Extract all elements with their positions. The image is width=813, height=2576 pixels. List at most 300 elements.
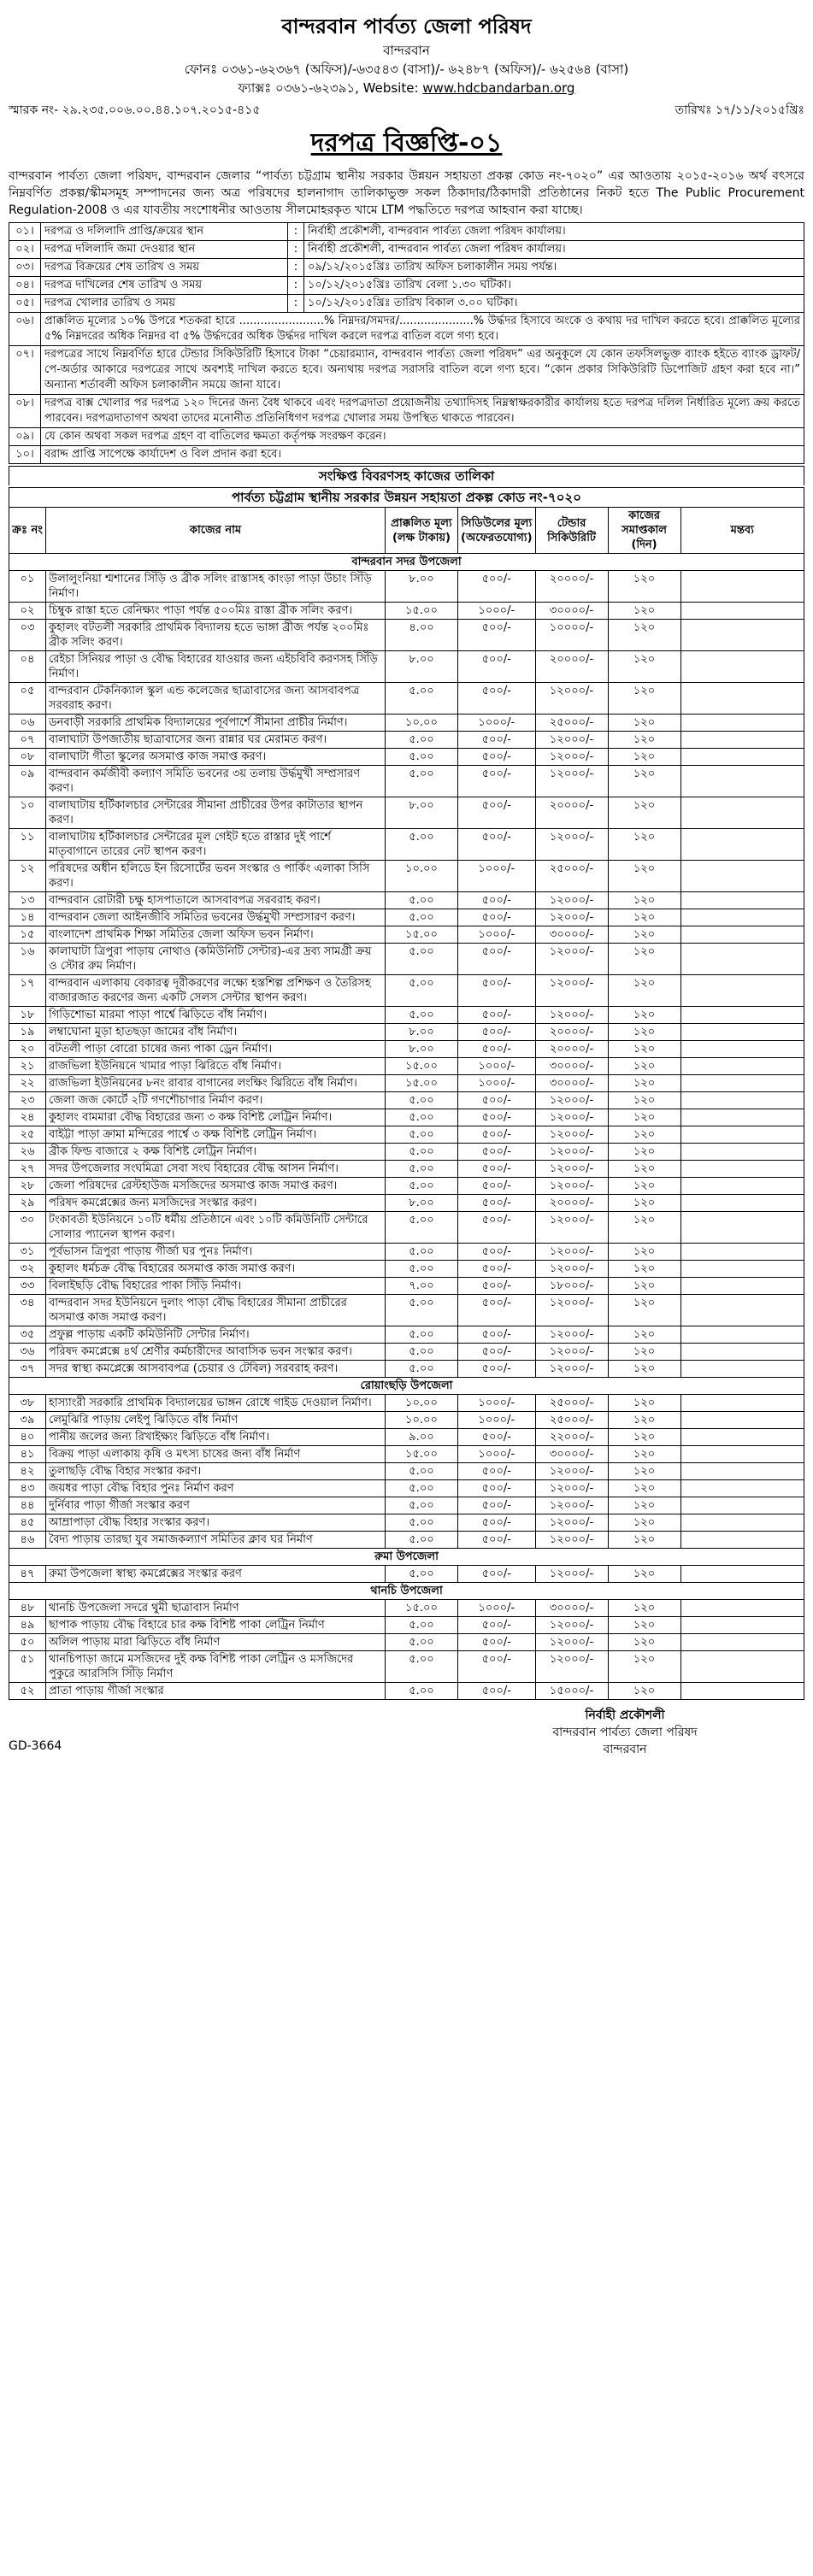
schedule-price: ৫০০/-	[458, 975, 536, 1007]
info-text: বরাদ্দ প্রাপ্তি সাপেক্ষে কার্যাদেশ ও বিল প্রদান করা হবে।	[41, 446, 804, 464]
completion-days: ১২০	[608, 1161, 680, 1178]
serial-number: ১৬	[9, 944, 46, 975]
estimated-cost: ১০.০০	[386, 861, 458, 892]
schedule-price: ৫০০/-	[458, 1480, 536, 1497]
completion-days: ১২০	[608, 975, 680, 1007]
schedule-price: ১০০০/-	[458, 603, 536, 620]
list-subtitle: পার্বত্য চট্টগ্রাম স্থানীয় সরকার উন্নয়ন সহায়তা প্রকল্প কোড নং-৭০২০	[9, 487, 804, 507]
estimated-cost: ৮.০০	[386, 651, 458, 683]
work-name: পানীয় জলের জন্য রিখাইক্ষ্যং ঝিড়িতে বাঁধ নির্মাণ।	[46, 1429, 386, 1446]
work-name: বৈদ্য পাড়ায় তারছা যুব সমাজকল্যাণ সমিতির ক্লাব ঘর নির্মাণ	[46, 1532, 386, 1549]
serial-number: ১৩	[9, 892, 46, 909]
completion-days: ১২০	[608, 1212, 680, 1244]
tender-security: ১২০০০/-	[535, 1634, 608, 1651]
tender-security: ১৫০০০/-	[535, 1683, 608, 1700]
tender-security: ২০০০০/-	[535, 1195, 608, 1212]
table-row	[9, 683, 804, 715]
remarks	[680, 651, 804, 683]
table-row	[9, 1683, 804, 1700]
table-row	[9, 1446, 804, 1463]
info-number: ১০।	[9, 446, 41, 464]
table-row	[9, 715, 804, 732]
estimated-cost: ৫.০০	[386, 1144, 458, 1161]
completion-days: ১২০	[608, 1326, 680, 1344]
notice-title: দরপত্র বিজ্ঞপ্তি-০১	[310, 128, 503, 158]
column-header: প্রাক্কলিত মূল্য (লক্ষ টাকায়)	[386, 508, 458, 554]
completion-days: ১২০	[608, 1480, 680, 1497]
completion-days: ১২০	[608, 1075, 680, 1092]
completion-days: ১২০	[608, 1634, 680, 1651]
table-row	[9, 1126, 804, 1144]
completion-days: ১২০	[608, 651, 680, 683]
completion-days: ১২০	[608, 603, 680, 620]
section-name: রোয়াংছড়ি উপজেলা	[9, 1378, 804, 1395]
schedule-price: ৫০০/-	[458, 944, 536, 975]
completion-days: ১২০	[608, 1041, 680, 1058]
tender-security: ১২০০০/-	[535, 1326, 608, 1344]
section-row	[9, 1549, 804, 1566]
remarks	[680, 715, 804, 732]
section-row	[9, 1378, 804, 1395]
schedule-price: ৫০০/-	[458, 1212, 536, 1244]
tender-security: ১২০০০/-	[535, 1092, 608, 1109]
table-row	[9, 1278, 804, 1295]
serial-number: ৩৬	[9, 1344, 46, 1361]
footer	[9, 1707, 804, 1775]
completion-days: ১২০	[608, 732, 680, 749]
estimated-cost: ৫.০০	[386, 1480, 458, 1497]
tender-security: ১২০০০/-	[535, 1361, 608, 1378]
estimated-cost: ১০.০০	[386, 715, 458, 732]
tender-security: ১২০০০/-	[535, 975, 608, 1007]
remarks	[680, 1144, 804, 1161]
remarks	[680, 1041, 804, 1058]
tender-security: ২২০০০/-	[535, 1429, 608, 1446]
schedule-price: ৫০০/-	[458, 1344, 536, 1361]
gd-number: GD-3664	[9, 1739, 62, 1753]
schedule-price: ১০০০/-	[458, 1058, 536, 1075]
schedule-price: ৫০০/-	[458, 1295, 536, 1326]
estimated-cost: ৫.০০	[386, 1295, 458, 1326]
tender-security: ১২০০০/-	[535, 1161, 608, 1178]
completion-days: ১২০	[608, 1126, 680, 1144]
remarks	[680, 944, 804, 975]
work-name: কুহালং বটতলী সরকারি প্রাথমিক বিদ্যালয় হতে ভাঙ্গা ব্রীজ পর্যন্ত ২০০মিঃ ব্রীক সলিং করণ।	[46, 620, 386, 651]
table-row	[9, 1651, 804, 1683]
serial-number: ১০	[9, 797, 46, 829]
schedule-price: ৫০০/-	[458, 1244, 536, 1261]
estimated-cost: ৫.০০	[386, 1683, 458, 1700]
info-value: নির্বাহী প্রকৌশলী, বান্দরবান পার্বত্য জেলা পরিষদ কার্যালয়।	[304, 241, 804, 259]
tender-security: ৩০০০০/-	[535, 1075, 608, 1092]
table-row	[9, 1178, 804, 1195]
tender-security: ১২০০০/-	[535, 1144, 608, 1161]
fax-text: ফ্যাক্সঃ ০৩৬১-৬২৩৯১, Website:	[238, 80, 423, 96]
info-value: ১০/১২/২০১৫খ্রিঃ তারিখ বিকাল ৩.০০ ঘটিকা।	[304, 295, 804, 313]
tender-security: ৩০০০০/-	[535, 603, 608, 620]
remarks	[680, 1109, 804, 1126]
tender-security: ১২০০০/-	[535, 1261, 608, 1278]
estimated-cost: ৫.০০	[386, 1109, 458, 1126]
tender-security: ২৫০০০/-	[535, 1395, 608, 1412]
remarks	[680, 1024, 804, 1041]
remarks	[680, 1178, 804, 1195]
serial-number: ২০	[9, 1041, 46, 1058]
work-name: লম্বাঘোনা মুড়া হাতছড়া জামের বাঁধ নির্মাণ।	[46, 1024, 386, 1041]
remarks	[680, 1244, 804, 1261]
tender-security: ১২০০০/-	[535, 1295, 608, 1326]
estimated-cost: ৫.০০	[386, 1244, 458, 1261]
estimated-cost: ১০.০০	[386, 1395, 458, 1412]
work-name: রুমা উপজেলা স্বাস্থ্য কমপ্লেক্সের সংস্কার করণ	[46, 1566, 386, 1583]
remarks	[680, 1600, 804, 1617]
remarks	[680, 1344, 804, 1361]
estimated-cost: ৫.০০	[386, 829, 458, 861]
tender-security: ১২০০০/-	[535, 1617, 608, 1634]
remarks	[680, 571, 804, 603]
schedule-price: ৫০০/-	[458, 1566, 536, 1583]
completion-days: ১২০	[608, 1058, 680, 1075]
estimated-cost: ৮.০০	[386, 797, 458, 829]
estimated-cost: ৫.০০	[386, 1566, 458, 1583]
remarks	[680, 926, 804, 944]
table-row	[9, 1600, 804, 1617]
estimated-cost: ৫.০০	[386, 1463, 458, 1480]
estimated-cost: ৫.০০	[386, 1532, 458, 1549]
signature-line1: বান্দরবান পার্বত্য জেলা পরিষদ	[552, 1726, 698, 1739]
remarks	[680, 749, 804, 766]
schedule-price: ৫০০/-	[458, 829, 536, 861]
table-row	[9, 651, 804, 683]
schedule-price: ১০০০/-	[458, 1446, 536, 1463]
estimated-cost: ৫.০০	[386, 1161, 458, 1178]
info-row	[9, 395, 804, 428]
tender-security: ১২০০০/-	[535, 1109, 608, 1126]
table-row	[9, 749, 804, 766]
work-name: উলালুংনিয়া শ্মশানের সিঁড়ি ও ব্রীক সলিং রাস্তাসহ কাংড়া পাড়া উচাং সিঁড়ি নির্মাণ।	[46, 571, 386, 603]
tender-security: ৩০০০০/-	[535, 1446, 608, 1463]
table-row	[9, 620, 804, 651]
remarks	[680, 909, 804, 926]
tender-security: ১২০০০/-	[535, 1007, 608, 1024]
serial-number: ৪৫	[9, 1514, 46, 1532]
estimated-cost: ৫.০০	[386, 1212, 458, 1244]
remarks	[680, 892, 804, 909]
website-link[interactable]: www.hdcbandarban.org	[422, 80, 575, 96]
info-label: দরপত্র বিক্রয়ের শেষ তারিখ ও সময়	[41, 259, 288, 277]
serial-number: ৪৯	[9, 1617, 46, 1634]
serial-number: ০৮	[9, 749, 46, 766]
table-row	[9, 1261, 804, 1278]
completion-days: ১২০	[608, 620, 680, 651]
estimated-cost: ৫.০০	[386, 1126, 458, 1144]
remarks	[680, 1651, 804, 1683]
estimated-cost: ৫.০০	[386, 749, 458, 766]
remarks	[680, 1361, 804, 1378]
completion-days: ১২০	[608, 797, 680, 829]
table-row	[9, 1007, 804, 1024]
info-row	[9, 259, 804, 277]
info-number: ০৪।	[9, 277, 41, 295]
work-name: পূর্বভাসন ত্রিপুরা পাড়ায় গীর্জা ঘর পুনঃ নির্মাণ।	[46, 1244, 386, 1261]
tender-security: ১২০০০/-	[535, 1463, 608, 1480]
tender-security: ১২০০০/-	[535, 1532, 608, 1549]
remarks	[680, 1634, 804, 1651]
work-name: কুহালং বামমারা বৌদ্ধ বিহারের জন্য ৩ কক্ষ বিশিষ্ট লেট্রিন নির্মাণ।	[46, 1109, 386, 1126]
table-row	[9, 1058, 804, 1075]
table-row	[9, 1075, 804, 1092]
work-name: জয়ধর পাড়া বৌদ্ধ বিহার পুনঃ নির্মাণ করণ	[46, 1480, 386, 1497]
tender-security: ১২০০০/-	[535, 732, 608, 749]
remarks	[680, 1075, 804, 1092]
completion-days: ১২০	[608, 829, 680, 861]
serial-number: ০৩	[9, 620, 46, 651]
list-title: সংক্ষিপ্ত বিবরণসহ কাজের তালিকা	[9, 466, 804, 485]
tender-security: ২০০০০/-	[535, 1041, 608, 1058]
completion-days: ১২০	[608, 1195, 680, 1212]
serial-number: ১১	[9, 829, 46, 861]
work-name: বাইট্টা পাড়া ক্রামা মন্দিরের পার্শ্বে ৩ কক্ষ বিশিষ্ট লেট্রিন নির্মাণ।	[46, 1126, 386, 1144]
info-number: ০২।	[9, 241, 41, 259]
table-row	[9, 1244, 804, 1261]
remarks	[680, 1212, 804, 1244]
column-header: কাজের নাম	[46, 508, 386, 554]
tender-security: ১২০০০/-	[535, 1344, 608, 1361]
table-row	[9, 829, 804, 861]
serial-number: ২৯	[9, 1195, 46, 1212]
serial-number: ৫১	[9, 1651, 46, 1683]
completion-days: ১২০	[608, 1446, 680, 1463]
table-row	[9, 1195, 804, 1212]
schedule-price: ১০০০/-	[458, 1075, 536, 1092]
remarks	[680, 1092, 804, 1109]
estimated-cost: ৭.০০	[386, 1278, 458, 1295]
completion-days: ১২০	[608, 1497, 680, 1514]
table-row	[9, 766, 804, 797]
work-name: আম্রাপাড়া বৌদ্ধ বিহার সংস্কার করণ।	[46, 1514, 386, 1532]
table-row	[9, 603, 804, 620]
estimated-cost: ৫.০০	[386, 1634, 458, 1651]
tender-security: ২৫০০০/-	[535, 1412, 608, 1429]
table-row	[9, 1395, 804, 1412]
info-value: ১০/১২/২০১৫খ্রিঃ তারিখ বেলা ১.৩০ ঘটিকা।	[304, 277, 804, 295]
completion-days: ১২০	[608, 766, 680, 797]
remarks	[680, 1007, 804, 1024]
table-row	[9, 861, 804, 892]
schedule-price: ১০০০/-	[458, 1412, 536, 1429]
info-label: দরপত্র ও দলিলাদি প্রাপ্তি/ক্রয়ের স্থান	[41, 223, 288, 241]
table-row	[9, 1497, 804, 1514]
remarks	[680, 620, 804, 651]
serial-number: ৩৩	[9, 1278, 46, 1295]
work-name: বান্দরবান রোটারী চক্ষু হাসপাতালে আসবাবপত্র সরবরাহ করণ।	[46, 892, 386, 909]
work-name: বিলাইছড়ি বৌদ্ধ বিহারের পাকা সিঁড়ি নির্মাণ।	[46, 1278, 386, 1295]
schedule-price: ৫০০/-	[458, 1683, 536, 1700]
schedule-price: ১০০০/-	[458, 1395, 536, 1412]
serial-number: ২৮	[9, 1178, 46, 1195]
tender-security: ১২০০০/-	[535, 1178, 608, 1195]
schedule-price: ৫০০/-	[458, 1429, 536, 1446]
schedule-price: ৫০০/-	[458, 1651, 536, 1683]
estimated-cost: ৫.০০	[386, 1514, 458, 1532]
remarks	[680, 797, 804, 829]
fax-website-line	[9, 79, 804, 97]
completion-days: ১২০	[608, 1566, 680, 1583]
schedule-price: ৫০০/-	[458, 1361, 536, 1378]
work-name: বালাঘাটায় হর্টিকালচার সেন্টারের সীমানা প্রাচীরের উপর কাটাতার স্থাপন করণ।	[46, 797, 386, 829]
estimated-cost: ৫.০০	[386, 1178, 458, 1195]
signature-line2: বান্দরবান	[603, 1743, 647, 1756]
tender-security: ৩০০০০/-	[535, 926, 608, 944]
column-header: কাজের সমাপ্তকাল (দিন)	[608, 508, 680, 554]
schedule-price: ৫০০/-	[458, 1261, 536, 1278]
estimated-cost: ১৫.০০	[386, 1446, 458, 1463]
remarks	[680, 1497, 804, 1514]
remarks	[680, 1412, 804, 1429]
completion-days: ১২০	[608, 715, 680, 732]
column-header: টেন্ডার সিকিউরিটি	[535, 508, 608, 554]
estimated-cost: ১৫.০০	[386, 1075, 458, 1092]
table-row	[9, 732, 804, 749]
serial-number: ০২	[9, 603, 46, 620]
column-header: মন্তব্য	[680, 508, 804, 554]
completion-days: ১২০	[608, 1244, 680, 1261]
work-name: বান্দরবান টেকনিক্যাল স্কুল এন্ড কলেজের ছাত্রাবাসের জন্য আসবাবপত্র সরবরাহ করণ।	[46, 683, 386, 715]
serial-number: ৩২	[9, 1261, 46, 1278]
serial-number: ২৩	[9, 1092, 46, 1109]
estimated-cost: ৫.০০	[386, 1344, 458, 1361]
work-name: থানচিপাড়া জামে মসজিদের দুই কক্ষ বিশিষ্ট পাকা লেট্রিন ও মসজিদের পুকুরে আরসিসি সিঁড়ি নির্মাণ	[46, 1651, 386, 1683]
table-row	[9, 1161, 804, 1178]
org-place: বান্দরবান	[383, 43, 430, 58]
info-number: ০৯।	[9, 428, 41, 446]
remarks	[680, 1463, 804, 1480]
estimated-cost: ৮.০০	[386, 571, 458, 603]
schedule-price: ১০০০/-	[458, 1600, 536, 1617]
work-name: ছাপাক পাড়ায় বৌদ্ধ বিহারে চার কক্ষ বিশিষ্ট পাকা লেট্রিন নির্মাণ	[46, 1617, 386, 1634]
work-name: গিড়িশোভা মারমা পাড়া পার্শ্বে ঝিড়িতে বাঁধ নির্মাণ।	[46, 1007, 386, 1024]
table-row	[9, 1041, 804, 1058]
works-table	[9, 507, 804, 1700]
signature-block	[497, 1707, 753, 1758]
schedule-price: ৫০০/-	[458, 1532, 536, 1549]
serial-number: ১৭	[9, 975, 46, 1007]
work-name: বালাঘাটা গীতা স্কুলের অসমাপ্ত কাজ সমাপ্ত করণ।	[46, 749, 386, 766]
estimated-cost: ৫.০০	[386, 892, 458, 909]
info-text: প্রাক্কলিত মূল্যের ১০% উপরে শতকরা হারে ........................% নিম্নদর/সমদর/.....................% উর্দ্ধদর হিসাবে অংকে ও কথায় দর দাখিল করতে হবে। প্রাক্কলিত মূল্যের ৫% নিম্নদরের অধিক নিম্নদর বা ৫% উর্দ্ধদরের অধিক উর্দ্ধদর দাখিল করলে দরপত্র বাতিল বলে গণ্য হবে।	[41, 313, 804, 346]
serial-number: ১৯	[9, 1024, 46, 1041]
completion-days: ১২০	[608, 749, 680, 766]
work-name: রাজভিলা ইউনিয়নের ৮নং রাবার বাগানের লংক্ষিং ঝিরিতে বাঁধ নির্মাণ।	[46, 1075, 386, 1092]
table-row	[9, 1480, 804, 1497]
remarks	[680, 1261, 804, 1278]
schedule-price: ১০০০/-	[458, 861, 536, 892]
table-row	[9, 1463, 804, 1480]
estimated-cost: ১৫.০০	[386, 1058, 458, 1075]
completion-days: ১২০	[608, 571, 680, 603]
remarks	[680, 1514, 804, 1532]
estimated-cost: ৫.০০	[386, 944, 458, 975]
remarks	[680, 1278, 804, 1295]
tender-security: ২০০০০/-	[535, 797, 608, 829]
completion-days: ১২০	[608, 1463, 680, 1480]
section-name: রুমা উপজেলা	[9, 1549, 804, 1566]
serial-number: ০৪	[9, 651, 46, 683]
estimated-cost: ৮.০০	[386, 1024, 458, 1041]
estimated-cost: ৫.০০	[386, 1007, 458, 1024]
remarks	[680, 829, 804, 861]
tender-security: ১০০০০/-	[535, 620, 608, 651]
schedule-price: ৫০০/-	[458, 1514, 536, 1532]
table-row	[9, 1361, 804, 1378]
remarks	[680, 861, 804, 892]
info-colon: :	[288, 259, 304, 277]
table-row	[9, 1344, 804, 1361]
work-name: সদর স্বাস্থ্য কমপ্লেক্সে আসবাবপত্র (চেয়ার ও টেবিল) সরবরাহ করণ।	[46, 1361, 386, 1378]
remarks	[680, 732, 804, 749]
schedule-price: ৫০০/-	[458, 1109, 536, 1126]
work-name: টংকাবতী ইউনিয়নে ১০টি ধর্মীয় প্রতিষ্ঠানে এবং ১০টি কমিউনিটি সেন্টারে সোলার প্যানেল স্থাপন করণ।	[46, 1212, 386, 1244]
serial-number: ৩৮	[9, 1395, 46, 1412]
table-row	[9, 892, 804, 909]
info-row	[9, 241, 804, 259]
tender-security: ১২০০০/-	[535, 944, 608, 975]
tender-security: ১২০০০/-	[535, 1212, 608, 1244]
completion-days: ১২০	[608, 1278, 680, 1295]
serial-number: ৩৫	[9, 1326, 46, 1344]
table-row	[9, 975, 804, 1007]
remarks	[680, 1161, 804, 1178]
estimated-cost: ৫.০০	[386, 1651, 458, 1683]
work-name: ব্রীক ফিল্ড বাজারে ২ কক্ষ বিশিষ্ট লেট্রিন নির্মাণ।	[46, 1144, 386, 1161]
remarks	[680, 1617, 804, 1634]
estimated-cost: ৫.০০	[386, 1617, 458, 1634]
work-name: রেইচা সিনিয়র পাড়া ও বৌদ্ধ বিহারের যাওয়ার জন্য এইচবিবি করণসহ সিঁড়ি নির্মাণ।	[46, 651, 386, 683]
remarks	[680, 1126, 804, 1144]
serial-number: ২৭	[9, 1161, 46, 1178]
schedule-price: ৫০০/-	[458, 1178, 536, 1195]
tender-security: ১২০০০/-	[535, 1514, 608, 1532]
info-row	[9, 223, 804, 241]
serial-number: ২৬	[9, 1144, 46, 1161]
estimated-cost: ৫.০০	[386, 975, 458, 1007]
completion-days: ১২০	[608, 1144, 680, 1161]
completion-days: ১২০	[608, 892, 680, 909]
remarks	[680, 1326, 804, 1344]
tender-security: ১২০০০/-	[535, 1651, 608, 1683]
completion-days: ১২০	[608, 1651, 680, 1683]
info-value: ০৯/১২/২০১৫খ্রিঃ তারিখ অফিস চলাকালীন সময় পর্যন্ত।	[304, 259, 804, 277]
work-name: জেলা জজ কোর্টে ২টি গণশৌচাগার নির্মাণ করণ।	[46, 1092, 386, 1109]
completion-days: ১২০	[608, 909, 680, 926]
table-row	[9, 1514, 804, 1532]
completion-days: ১২০	[608, 1024, 680, 1041]
schedule-price: ৫০০/-	[458, 1195, 536, 1212]
completion-days: ১২০	[608, 944, 680, 975]
info-number: ০৫।	[9, 295, 41, 313]
serial-number: ৪৮	[9, 1600, 46, 1617]
completion-days: ১২০	[608, 1261, 680, 1278]
table-row	[9, 926, 804, 944]
info-number: ০৭।	[9, 346, 41, 395]
schedule-price: ৫০০/-	[458, 749, 536, 766]
estimated-cost: ৪.০০	[386, 620, 458, 651]
schedule-price: ৫০০/-	[458, 766, 536, 797]
serial-number: ৩৭	[9, 1361, 46, 1378]
remarks	[680, 1566, 804, 1583]
tender-security: ১২০০০/-	[535, 1244, 608, 1261]
schedule-price: ৫০০/-	[458, 1463, 536, 1480]
